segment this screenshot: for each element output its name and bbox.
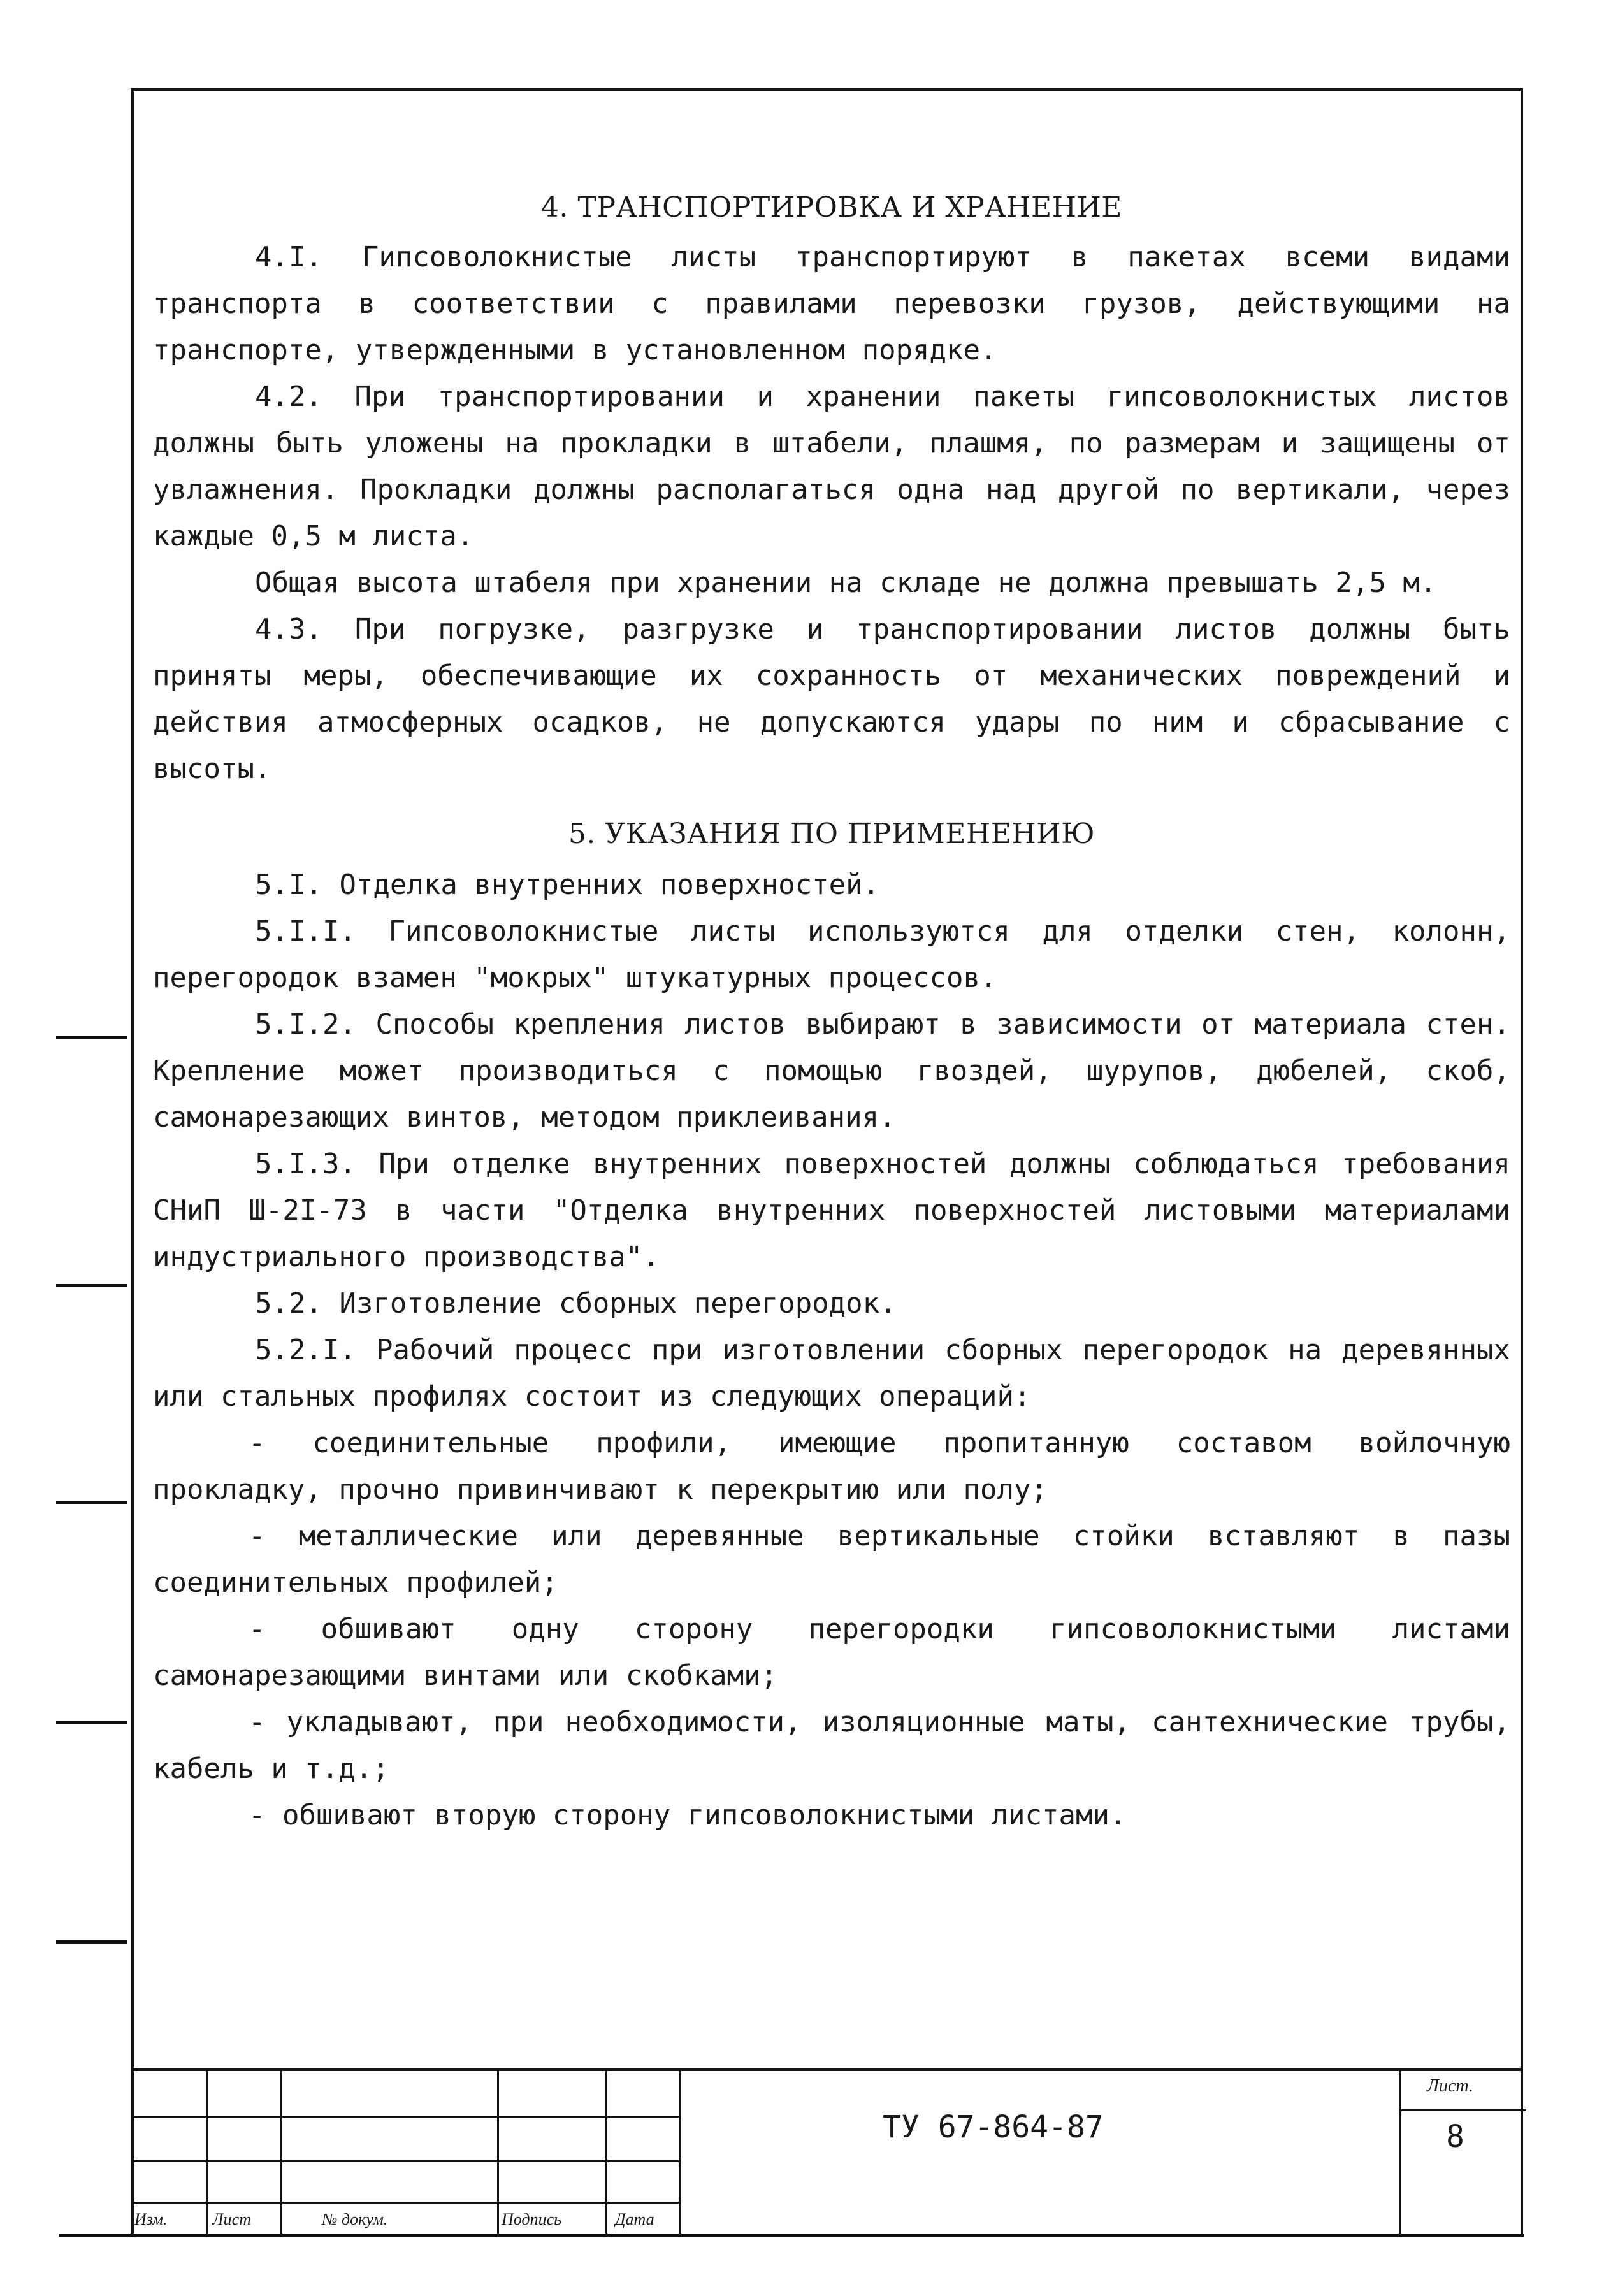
grid-line (280, 2071, 282, 2234)
grid-line (1401, 2109, 1526, 2111)
list-item: - укладывают, при необходимости, изоляционные маты, сантехнические трубы, кабель и т.д.; (153, 1706, 1510, 1785)
paragraph-5-1-3: 5.I.3. При отделке внутренних поверхностей должны соблюдаться требования СНиП Ш-2I-73 в части "Отделка внутренних поверхностей листовыми материалами индустриального производства". (153, 1148, 1510, 1273)
section-5-title: 5. УКАЗАНИЯ ПО ПРИМЕНЕНИЮ (568, 818, 1095, 850)
paragraph-4-2-note: Общая высота штабеля при хранении на складе не должна превышать 2,5 м. (255, 567, 1437, 599)
paragraph-4-1: 4.I. Гипсоволокнистые листы транспортируют в пакетах всеми видами транспорта в соответствии с правилами перевозки грузов, действующими на транспорте, утвержденными в установленном порядке. (153, 241, 1510, 366)
grid-line (206, 2071, 208, 2234)
paragraph-5-1: 5.I. Отделка внутренних поверхностей. (255, 869, 880, 901)
paragraph-5-2: 5.2. Изготовление сборных перегородок. (255, 1287, 897, 1320)
list-item: - металлические или деревянные вертикальные стойки вставляют в пазы соединительных профилей; (153, 1520, 1510, 1599)
grid-line (131, 2160, 679, 2162)
section-4-title: 4. ТРАНСПОРТИРОВКА И ХРАНЕНИЕ (541, 191, 1122, 224)
paragraph-5-1-2: 5.I.2. Способы крепления листов выбирают в зависимости от материала стен. Крепление может производиться с помощью гвоздей, шурупов, дюбелей, скоб, самонарезающих винтов, методом приклеивания. (153, 1008, 1510, 1134)
paragraph-5-2-1: 5.2.I. Рабочий процесс при изготовлении сборных перегородок на деревянных или стальных профилях состоит из следующих операций: (153, 1334, 1510, 1413)
sheet-box (1399, 2071, 1526, 2234)
margin-tick (56, 1501, 127, 1504)
grid-line (497, 2071, 499, 2234)
paragraph-5-1-1: 5.I.I. Гипсоволокнистые листы используются для отделки стен, колонн, перегородок взамен "мокрых" штукатурных процессов. (153, 915, 1510, 994)
paragraph-4-3: 4.3. При погрузке, разгрузке и транспортировании листов должны быть приняты меры, обеспечивающие их сохранность от механических повреждений и действия атмосферных осадков, не допускаются удары по ним и сбрасывание с высоты. (153, 613, 1510, 785)
margin-tick (56, 1940, 127, 1944)
sheet-number: 8 (1446, 2119, 1464, 2155)
list-item: - обшивают вторую сторону гипсоволокнистыми листами. (249, 1799, 1127, 1831)
sheet-label: Лист. (1427, 2076, 1473, 2096)
margin-tick (56, 1721, 127, 1724)
list-item: - соединительные профили, имеющие пропитанную составом войлочную прокладку, прочно привинчивают к перекрытию или полу; (153, 1427, 1510, 1506)
title-block (131, 2068, 1523, 2234)
revision-grid (131, 2071, 681, 2234)
grid-line (131, 2202, 679, 2204)
grid-line (131, 2116, 679, 2118)
document-code: ТУ 67-864-87 (883, 2109, 1104, 2145)
paragraph-4-2: 4.2. При транспортировании и хранении пакеты гипсоволокнистых листов должны быть уложены на прокладки в штабели, плашмя, по размерам и защищены от увлажнения. Прокладки должны располагаться одна над другой по вертикали, через каждые 0,5 м листа. (153, 380, 1510, 552)
bottom-line (59, 2234, 1524, 2237)
margin-tick (56, 1284, 127, 1287)
grid-line (605, 2071, 607, 2234)
col-list-label: Лист (212, 2210, 251, 2228)
col-ndoc-label: № докум. (322, 2210, 388, 2228)
margin-tick (56, 1036, 127, 1039)
col-podpis-label: Подпись (502, 2210, 561, 2228)
col-izm-label: Изм. (134, 2210, 168, 2228)
document-body (153, 191, 1510, 1838)
list-item: - обшивают одну сторону перегородки гипсоволокнистыми листами самонарезающими винтами или скобками; (153, 1613, 1510, 1692)
col-data-label: Дата (615, 2210, 654, 2228)
